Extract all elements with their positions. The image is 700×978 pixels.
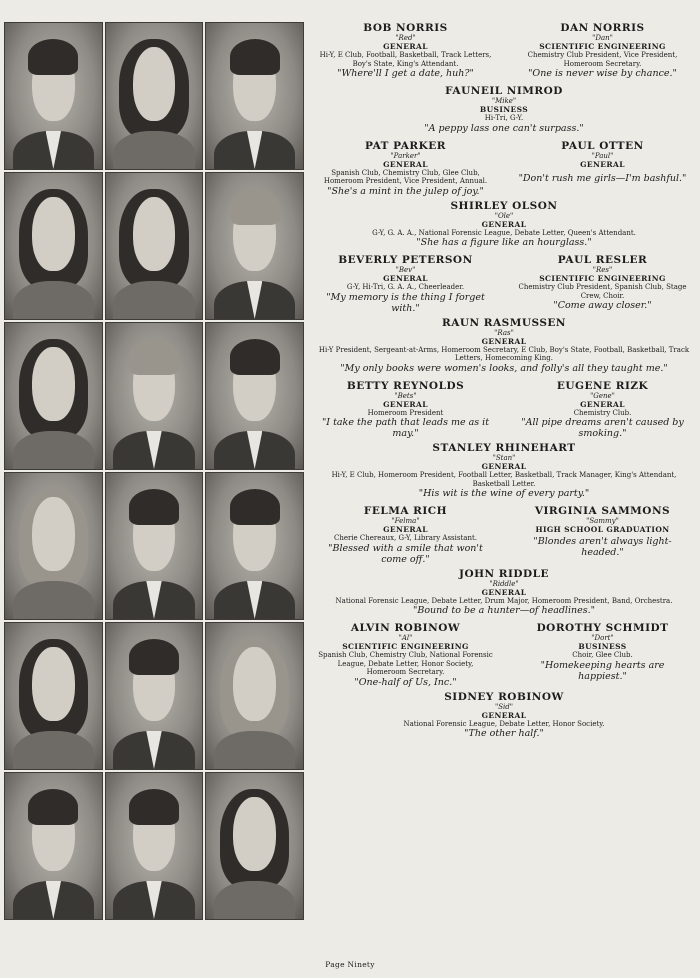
student-name: PAUL RESLER	[557, 254, 648, 266]
student-course: GENERAL	[481, 219, 527, 229]
student-nickname: "Al"	[398, 634, 413, 642]
student-activities: National Forensic League, Debate Letter, Drum Major, Homeroom President, Band, Orchestra.	[335, 596, 673, 605]
student-activities: Chemistry Club.	[573, 408, 632, 417]
student-course: GENERAL	[383, 525, 428, 534]
student-quote: "My only books were women's looks, and folly's all they taught me."	[340, 362, 668, 374]
entry-eugene-rizk	[515, 380, 690, 440]
student-activities: Homeroom President	[367, 408, 444, 417]
student-course: BUSINESS	[578, 642, 627, 651]
entry-pair	[318, 140, 690, 197]
entry-virginia-sammons	[515, 505, 690, 565]
student-nickname: "Dan"	[592, 34, 613, 42]
student-quote: "Blondes aren't always light-headed."	[533, 536, 672, 558]
student-course: GENERAL	[481, 462, 527, 471]
entry-betty-reynolds	[318, 380, 493, 440]
student-nickname: "Ras"	[494, 328, 514, 337]
student-nickname: "Felma"	[391, 517, 420, 525]
portrait-raun-rasmussen	[105, 322, 204, 470]
student-course: BUSINESS	[479, 105, 529, 114]
page-number: Page Ninety	[325, 960, 375, 969]
student-nickname: "Bev"	[395, 266, 416, 274]
student-activities: Cherie Chereaux, G-Y, Library Assistant.	[333, 534, 478, 542]
student-quote: "All pipe dreams aren't caused by smoking."	[521, 417, 684, 439]
student-quote: "The other half."	[464, 728, 544, 739]
portrait-row	[4, 472, 304, 620]
portrait-dorothy-schmidt	[205, 772, 304, 920]
entry-fauneil-nimrod	[318, 85, 690, 134]
student-nickname: "Sammy"	[586, 517, 619, 525]
student-activities: Hi-Tri, G-Y.	[484, 114, 524, 122]
portrait-bob-norris	[4, 22, 103, 170]
portrait-pat-parker	[4, 172, 103, 320]
entry-pair	[318, 380, 690, 440]
portrait-betty-reynolds	[4, 472, 103, 620]
student-course: SCIENTIFIC ENGINEERING	[539, 274, 666, 283]
student-quote: "A peppy lass one can't surpass."	[424, 122, 584, 134]
entry-sidney-robinow	[318, 691, 690, 740]
entry-dorothy-schmidt	[515, 622, 690, 688]
student-quote: "Where'll I get a date, huh?"	[337, 68, 474, 79]
portrait-dan-norris	[205, 22, 304, 170]
portrait-stanley-rhinehart	[105, 472, 204, 620]
portrait-paul-otten	[205, 172, 304, 320]
student-name: DAN NORRIS	[560, 22, 645, 34]
student-nickname: "Dort"	[591, 634, 614, 642]
student-name: BETTY REYNOLDS	[346, 379, 465, 392]
senior-entries	[318, 22, 690, 739]
student-quote: "One is never wise by chance."	[528, 68, 677, 79]
student-quote: "She has a figure like an hourglass."	[416, 237, 592, 248]
student-name: JOHN RIDDLE	[458, 567, 550, 580]
student-name: EUGENE RIZK	[556, 379, 649, 392]
entry-paul-resler	[515, 254, 690, 314]
student-nickname: "Paul"	[591, 151, 614, 160]
student-name: PAUL OTTEN	[561, 139, 644, 152]
entry-paul-otten	[515, 140, 690, 197]
student-nickname: "Res"	[592, 266, 613, 274]
student-name: RAUN RASMUSSEN	[441, 316, 567, 329]
student-course: GENERAL	[383, 399, 428, 409]
student-name: STANLEY RHINEHART	[432, 442, 576, 454]
student-nickname: "Bets"	[394, 391, 417, 400]
portrait-eugene-rizk	[205, 472, 304, 620]
student-quote: "His wit is the wine of every party."	[418, 488, 590, 499]
portrait-row	[4, 22, 304, 170]
entry-raun-rasmussen	[318, 317, 690, 374]
entry-bob-norris	[318, 22, 493, 79]
entry-pair	[318, 505, 690, 565]
student-course: GENERAL	[383, 274, 428, 283]
student-course: GENERAL	[481, 336, 527, 346]
student-quote: "Don't rush me girls—I'm bashful."	[518, 172, 687, 184]
student-course: HIGH SCHOOL GRADUATION	[535, 525, 670, 534]
student-name: FELMA RICH	[363, 505, 448, 517]
student-activities: Hi-Y, E Club, Homeroom President, Football Letter, Basketball, Track Manager, King's Attendant, Basketball Letter.	[331, 471, 677, 488]
student-course: GENERAL	[481, 710, 527, 720]
student-quote: "Bound to be a hunter—of headlines."	[412, 605, 596, 616]
entry-pair	[318, 622, 690, 688]
portrait-row	[4, 622, 304, 770]
student-quote: "One-half of Us, Inc."	[354, 676, 457, 688]
portrait-row	[4, 772, 304, 920]
student-name: SIDNEY ROBINOW	[444, 690, 564, 703]
student-activities: G-Y, Hi-Tri, G. A. A., Cheerleader.	[346, 283, 465, 291]
entry-pair	[318, 254, 690, 314]
student-nickname: "Stan"	[492, 454, 516, 462]
portrait-alvin-robinow	[4, 772, 103, 920]
student-name: BEVERLY PETERSON	[338, 254, 473, 266]
portrait-beverly-peterson	[4, 322, 103, 470]
entry-pat-parker	[318, 140, 493, 197]
student-activities: Spanish Club, Chemistry Club, National Forensic League, Debate Letter, Honor Society, Homeroom Secretary.	[318, 651, 493, 676]
entry-alvin-robinow	[318, 622, 493, 688]
student-course: GENERAL	[580, 399, 625, 409]
entry-stanley-rhinehart	[318, 442, 690, 499]
student-name: DOROTHY SCHMIDT	[536, 622, 669, 634]
student-name: VIRGINIA SAMMONS	[534, 505, 671, 517]
student-quote: "Come away closer."	[553, 300, 652, 311]
student-name: ALVIN ROBINOW	[350, 622, 461, 634]
portrait-virginia-sammons	[205, 622, 304, 770]
student-nickname: "Ole"	[494, 211, 514, 220]
student-activities: G-Y, G. A. A., National Forensic League, Debate Letter, Queen's Attendant.	[372, 228, 636, 237]
portrait-felma-rich	[4, 622, 103, 770]
portrait-row	[4, 322, 304, 470]
student-nickname: "Gene"	[590, 391, 615, 400]
portrait-paul-resler	[205, 322, 304, 470]
entry-john-riddle	[318, 568, 690, 617]
student-activities: Chemistry Club President, Spanish Club, Stage Crew, Choir.	[518, 283, 687, 300]
student-activities: Choir, Glee Club.	[572, 651, 633, 659]
portrait-grid	[4, 22, 304, 922]
student-course: GENERAL	[383, 159, 428, 169]
portrait-fauneil-nimrod	[105, 22, 204, 170]
student-quote: "She's a mint in the julep of joy."	[327, 185, 484, 197]
student-activities: Hi-Y President, Sergeant-at-Arms, Homeroom Secretary, E Club, Boy's State, Football, Basketball, Track Letters, Homecoming King.	[318, 345, 690, 362]
student-quote: "I take the path that leads me as it may."	[321, 417, 490, 439]
student-quote: "Homekeeping hearts are happiest."	[540, 659, 665, 682]
student-nickname: "Red"	[395, 34, 416, 42]
portrait-row	[4, 172, 304, 320]
entry-pair	[318, 22, 690, 79]
entry-beverly-peterson	[318, 254, 493, 314]
student-nickname: "Sid"	[495, 702, 513, 711]
student-name: BOB NORRIS	[363, 22, 448, 34]
student-course: GENERAL	[481, 587, 527, 597]
student-name: FAUNEIL NIMROD	[445, 85, 563, 97]
student-nickname: "Parker"	[390, 151, 421, 160]
student-nickname: "Riddle"	[489, 579, 519, 588]
student-quote: "My memory is the thing I forget with."	[326, 291, 485, 314]
student-nickname: "Mike"	[491, 97, 517, 105]
portrait-shirley-olson	[105, 172, 204, 320]
student-name: PAT PARKER	[364, 139, 447, 152]
entry-dan-norris	[515, 22, 690, 79]
student-course: SCIENTIFIC ENGINEERING	[539, 42, 666, 51]
student-activities: National Forensic League, Debate Letter, Honor Society.	[403, 719, 605, 728]
student-activities: Chemistry Club President, Vice President, Homeroom Secretary.	[527, 51, 678, 68]
student-course: SCIENTIFIC ENGINEERING	[342, 642, 469, 651]
portrait-john-riddle	[105, 622, 204, 770]
student-activities: Spanish Club, Chemistry Club, Glee Club, Homeroom President, Vice President, Annual.	[323, 168, 488, 185]
student-name: SHIRLEY OLSON	[450, 199, 558, 212]
student-course: GENERAL	[383, 42, 428, 51]
student-quote: "Blessed with a smile that won't come off."	[328, 542, 483, 565]
entry-shirley-olson	[318, 200, 690, 249]
portrait-sidney-robinow	[105, 772, 204, 920]
student-activities: Hi-Y, E Club, Football, Basketball, Track Letters, Boy's State, King's Attendant.	[319, 51, 492, 68]
entry-felma-rich	[318, 505, 493, 565]
student-course: GENERAL	[580, 159, 625, 169]
